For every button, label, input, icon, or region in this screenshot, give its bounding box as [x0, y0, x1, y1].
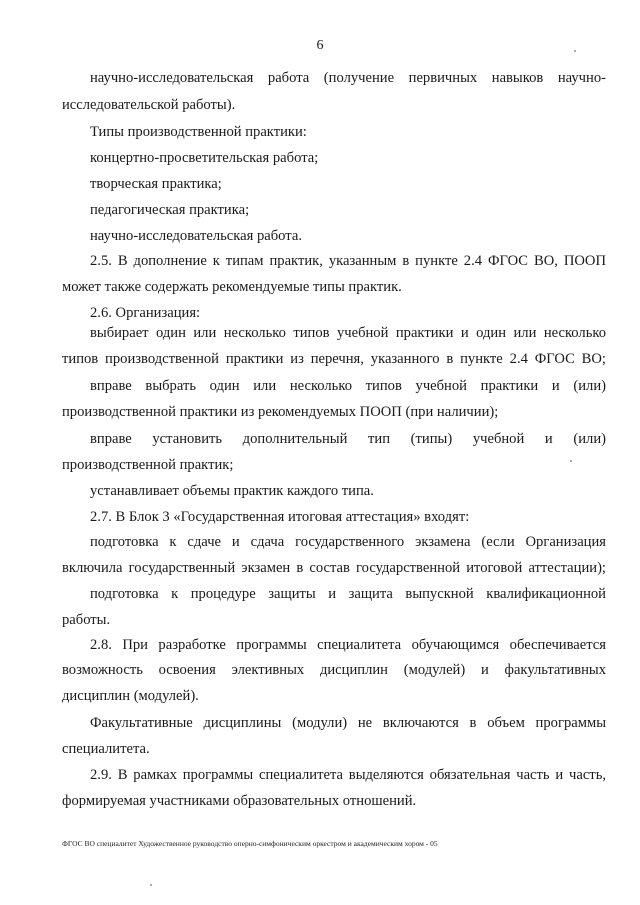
text-line: 2.9. В рамках программы специалитета выделяются обязательная часть и часть,: [90, 767, 606, 783]
text-line: творческая практика;: [90, 176, 222, 192]
text-line: может также содержать рекомендуемые типы практик.: [62, 279, 402, 295]
text-line: вправе установить дополнительный тип (типы) учебной и (или): [90, 431, 606, 447]
scan-speck: [570, 460, 572, 462]
text-line: выбирает один или несколько типов учебной практики и один или несколько: [90, 325, 606, 341]
text-line: производственной практики из рекомендуемых ПООП (при наличии);: [62, 404, 499, 420]
text-line: специалитета.: [62, 741, 150, 757]
page-footer: ФГОС ВО специалитет Художественное руководство оперно-симфоническим оркестром и академическим хором - 05: [62, 839, 438, 848]
text-line: производственной практик;: [62, 457, 234, 473]
text-line: исследовательской работы).: [62, 97, 236, 113]
text-line: концертно-просветительская работа;: [90, 150, 319, 166]
text-line: типов производственной практики из перечня, указанного в пункте 2.4 ФГОС ВО;: [62, 351, 606, 367]
text-line: устанавливает объемы практик каждого типа.: [90, 483, 374, 499]
text-line: научно-исследовательская работа.: [90, 228, 302, 244]
text-line: формируемая участниками образовательных отношений.: [62, 793, 417, 809]
text-line: подготовка к процедуре защиты и защита выпускной квалификационной: [90, 586, 606, 602]
text-line: педагогическая практика;: [90, 202, 250, 218]
scan-speck: [574, 50, 576, 52]
text-line: научно-исследовательская работа (получение первичных навыков научно-: [90, 70, 606, 86]
text-line: включила государственный экзамен в состав государственной итоговой аттестации);: [62, 560, 606, 576]
scan-speck: [150, 884, 152, 886]
text-line: 2.5. В дополнение к типам практик, указанным в пункте 2.4 ФГОС ВО, ПООП: [90, 253, 606, 269]
text-line: 2.7. В Блок 3 «Государственная итоговая аттестация» входят:: [90, 509, 470, 525]
text-line: возможность освоения элективных дисциплин (модулей) и факультативных: [62, 662, 606, 678]
text-line: 2.6. Организация:: [90, 305, 201, 321]
page-number: 6: [316, 38, 324, 53]
text-line: работы.: [62, 612, 111, 628]
text-line: дисциплин (модулей).: [62, 688, 199, 704]
text-line: подготовка к сдаче и сдача государственного экзамена (если Организация: [90, 534, 606, 550]
text-line: 2.8. При разработке программы специалитета обучающимся обеспечивается: [90, 637, 606, 653]
text-line: вправе выбрать один или несколько типов учебной практики и (или): [90, 378, 606, 394]
text-line: Факультативные дисциплины (модули) не включаются в объем программы: [90, 715, 606, 731]
text-line: Типы производственной практики:: [90, 124, 307, 140]
